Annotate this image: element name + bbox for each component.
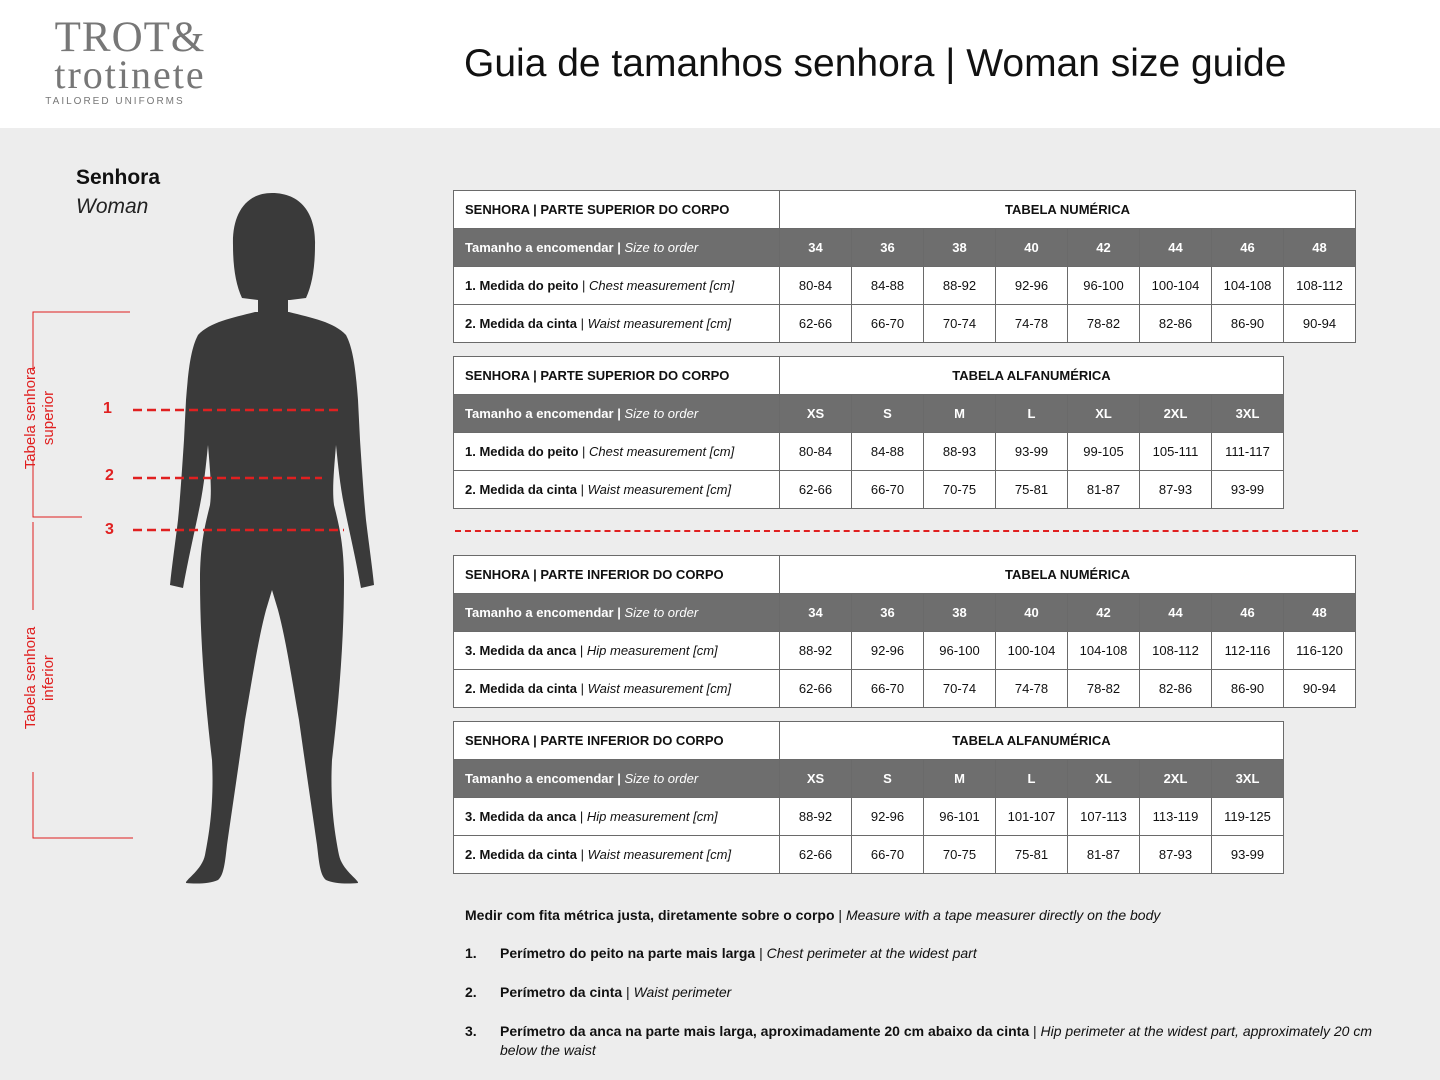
value-cell: 70-74	[924, 670, 996, 708]
value-cell: 80-84	[780, 433, 852, 471]
size-cell: 46	[1212, 229, 1284, 267]
value-cell: 66-70	[852, 305, 924, 343]
value-cell: 108-112	[1140, 632, 1212, 670]
value-cell: 80-84	[780, 267, 852, 305]
measurement-label: 2. Medida da cinta | Waist measurement [cm]	[454, 305, 780, 343]
notes-intro-en: Measure with a tape measurer directly on the body	[845, 907, 1161, 923]
size-label-en: Size to order	[624, 771, 699, 786]
table-header-row	[454, 556, 1356, 594]
size-label-en: Size to order	[624, 605, 699, 620]
value-cell: 107-113	[1068, 798, 1140, 836]
measurement-label: 1. Medida do peito | Chest measurement [cm]	[454, 433, 780, 471]
measurement-label: 3. Medida da anca | Hip measurement [cm]	[454, 632, 780, 670]
note-text-pt: Perímetro da anca na parte mais larga, aproximadamente 20 cm abaixo da cinta	[500, 1023, 1030, 1039]
table-header-right: TABELA ALFANUMÉRICA	[780, 357, 1284, 395]
note-number: 3.	[465, 1023, 477, 1039]
upper-table-label: Tabela senhora superior	[22, 366, 57, 470]
table-row	[454, 471, 1284, 509]
table-header-right: TABELA NUMÉRICA	[780, 191, 1356, 229]
page-title: Guia de tamanhos senhora | Woman size guide	[464, 42, 1287, 85]
size-cell: 3XL	[1212, 395, 1284, 433]
note-text-en: Waist perimeter	[633, 984, 732, 1000]
logo-line-2: trotinete	[54, 52, 206, 97]
measurement-label-en: Waist measurement [cm]	[587, 681, 732, 696]
value-cell: 74-78	[996, 670, 1068, 708]
size-cell: 36	[852, 594, 924, 632]
measurement-label-pt: 3. Medida da anca	[465, 809, 577, 824]
size-row	[454, 395, 1284, 433]
value-cell: 62-66	[780, 836, 852, 874]
value-cell: 78-82	[1068, 305, 1140, 343]
value-cell: 88-93	[924, 433, 996, 471]
value-cell: 74-78	[996, 305, 1068, 343]
size-cell: XL	[1068, 760, 1140, 798]
measurement-label-pt: 2. Medida da cinta	[465, 681, 577, 696]
table-header-row	[454, 191, 1356, 229]
value-cell: 70-75	[924, 471, 996, 509]
measurement-label-en: Chest measurement [cm]	[589, 278, 735, 293]
table-row	[454, 670, 1356, 708]
table-row	[454, 632, 1356, 670]
size-label-pt: Tamanho a encomendar	[465, 771, 614, 786]
size-row-label: Tamanho a encomendar | Size to order	[454, 229, 780, 267]
value-cell: 92-96	[852, 632, 924, 670]
value-cell: 111-117	[1212, 433, 1284, 471]
figure-label-en: Woman	[76, 195, 149, 218]
table-header-left: SENHORA | PARTE INFERIOR DO CORPO	[454, 722, 780, 760]
header	[0, 0, 1440, 128]
marker-1: 1	[103, 400, 112, 417]
note-number: 1.	[465, 945, 477, 961]
measurement-label-en: Hip measurement [cm]	[586, 809, 718, 824]
value-cell: 112-116	[1212, 632, 1284, 670]
size-row	[454, 760, 1284, 798]
table-row	[454, 836, 1284, 874]
value-cell: 93-99	[1212, 836, 1284, 874]
value-cell: 101-107	[996, 798, 1068, 836]
measurement-label-pt: 2. Medida da cinta	[465, 316, 577, 331]
value-cell: 75-81	[996, 471, 1068, 509]
value-cell: 99-105	[1068, 433, 1140, 471]
value-cell: 93-99	[1212, 471, 1284, 509]
size-cell: 42	[1068, 229, 1140, 267]
measurement-label: 2. Medida da cinta | Waist measurement [cm]	[454, 471, 780, 509]
marker-2: 2	[105, 467, 114, 484]
value-cell: 70-74	[924, 305, 996, 343]
figure-label-pt: Senhora	[76, 166, 161, 189]
note-text-en: Chest perimeter at the widest part	[766, 945, 977, 961]
size-table	[453, 721, 1284, 874]
size-cell: M	[924, 395, 996, 433]
table-header-left: SENHORA | PARTE INFERIOR DO CORPO	[454, 556, 780, 594]
measurement-label: 2. Medida da cinta | Waist measurement [cm]	[454, 836, 780, 874]
size-label-en: Size to order	[624, 240, 699, 255]
value-cell: 86-90	[1212, 305, 1284, 343]
value-cell: 92-96	[996, 267, 1068, 305]
value-cell: 119-125	[1212, 798, 1284, 836]
measurement-label-pt: 1. Medida do peito	[465, 444, 579, 459]
size-cell: M	[924, 760, 996, 798]
size-row	[454, 594, 1356, 632]
logo-tagline: TAILORED UNIFORMS	[45, 96, 185, 107]
size-row-label: Tamanho a encomendar | Size to order	[454, 594, 780, 632]
size-cell: 48	[1284, 229, 1356, 267]
value-cell: 90-94	[1284, 670, 1356, 708]
size-cell: L	[996, 760, 1068, 798]
value-cell: 62-66	[780, 670, 852, 708]
size-cell: XS	[780, 395, 852, 433]
value-cell: 104-108	[1068, 632, 1140, 670]
value-cell: 84-88	[852, 433, 924, 471]
measurement-label-pt: 3. Medida da anca	[465, 643, 577, 658]
value-cell: 100-104	[996, 632, 1068, 670]
value-cell: 88-92	[780, 632, 852, 670]
measurement-label-en: Hip measurement [cm]	[586, 643, 718, 658]
value-cell: 108-112	[1284, 267, 1356, 305]
size-cell: L	[996, 395, 1068, 433]
section-separator	[455, 530, 1358, 532]
value-cell: 96-101	[924, 798, 996, 836]
size-table	[453, 190, 1356, 343]
lower-table-label: Tabela senhora inferior	[22, 626, 57, 730]
size-table	[453, 356, 1284, 509]
value-cell: 62-66	[780, 305, 852, 343]
table-row	[454, 267, 1356, 305]
size-cell: 2XL	[1140, 760, 1212, 798]
notes-intro-pt: Medir com fita métrica justa, diretamente sobre o corpo	[465, 907, 835, 923]
size-cell: 46	[1212, 594, 1284, 632]
size-label-en: Size to order	[624, 406, 699, 421]
value-cell: 88-92	[780, 798, 852, 836]
value-cell: 87-93	[1140, 836, 1212, 874]
size-cell: 42	[1068, 594, 1140, 632]
value-cell: 82-86	[1140, 305, 1212, 343]
size-cell: 34	[780, 229, 852, 267]
value-cell: 113-119	[1140, 798, 1212, 836]
value-cell: 96-100	[924, 632, 996, 670]
value-cell: 93-99	[996, 433, 1068, 471]
size-table	[453, 555, 1356, 708]
value-cell: 66-70	[852, 836, 924, 874]
size-cell: S	[852, 395, 924, 433]
value-cell: 104-108	[1212, 267, 1284, 305]
measurement-label: 2. Medida da cinta | Waist measurement [cm]	[454, 670, 780, 708]
note-text-en: Hip perimeter at the widest part, approximately 20 cm below the waist	[500, 1023, 1373, 1058]
woman-silhouette-figure	[0, 130, 450, 890]
value-cell: 66-70	[852, 670, 924, 708]
size-row-label: Tamanho a encomendar | Size to order	[454, 395, 780, 433]
value-cell: 82-86	[1140, 670, 1212, 708]
value-cell: 81-87	[1068, 836, 1140, 874]
measurement-label: 3. Medida da anca | Hip measurement [cm]	[454, 798, 780, 836]
table-header-row	[454, 357, 1284, 395]
size-cell: 44	[1140, 594, 1212, 632]
size-cell: S	[852, 760, 924, 798]
size-label-pt: Tamanho a encomendar	[465, 605, 614, 620]
measurement-label: 1. Medida do peito | Chest measurement [cm]	[454, 267, 780, 305]
value-cell: 62-66	[780, 471, 852, 509]
size-cell: 40	[996, 594, 1068, 632]
measurement-label-pt: 2. Medida da cinta	[465, 482, 577, 497]
table-header-right: TABELA ALFANUMÉRICA	[780, 722, 1284, 760]
measurement-label-pt: 1. Medida do peito	[465, 278, 579, 293]
value-cell: 87-93	[1140, 471, 1212, 509]
value-cell: 90-94	[1284, 305, 1356, 343]
size-row-label: Tamanho a encomendar | Size to order	[454, 760, 780, 798]
table-row	[454, 798, 1284, 836]
note-text-pt: Perímetro do peito na parte mais larga	[500, 945, 756, 961]
measurement-label-pt: 2. Medida da cinta	[465, 847, 577, 862]
size-cell: XL	[1068, 395, 1140, 433]
value-cell: 78-82	[1068, 670, 1140, 708]
size-cell: 48	[1284, 594, 1356, 632]
table-row	[454, 305, 1356, 343]
size-cell: 36	[852, 229, 924, 267]
value-cell: 88-92	[924, 267, 996, 305]
size-cell: 38	[924, 594, 996, 632]
size-cell: 40	[996, 229, 1068, 267]
measurement-label-en: Chest measurement [cm]	[589, 444, 735, 459]
note-number: 2.	[465, 984, 477, 1000]
value-cell: 66-70	[852, 471, 924, 509]
note-text-pt: Perímetro da cinta	[500, 984, 623, 1000]
value-cell: 70-75	[924, 836, 996, 874]
size-cell: 3XL	[1212, 760, 1284, 798]
woman-silhouette	[170, 193, 374, 884]
logo-line-1: TROT&	[54, 14, 206, 61]
value-cell: 100-104	[1140, 267, 1212, 305]
size-cell: 44	[1140, 229, 1212, 267]
value-cell: 92-96	[852, 798, 924, 836]
size-cell: 34	[780, 594, 852, 632]
value-cell: 116-120	[1284, 632, 1356, 670]
table-header-left: SENHORA | PARTE SUPERIOR DO CORPO	[454, 357, 780, 395]
table-row	[454, 433, 1284, 471]
value-cell: 81-87	[1068, 471, 1140, 509]
table-header-right: TABELA NUMÉRICA	[780, 556, 1356, 594]
value-cell: 84-88	[852, 267, 924, 305]
size-cell: XS	[780, 760, 852, 798]
brand-logo	[30, 14, 230, 107]
notes-intro: Medir com fita métrica justa, diretamente sobre o corpo | Measure with a tape measurer directly on the body	[465, 907, 1161, 923]
size-label-pt: Tamanho a encomendar	[465, 406, 614, 421]
measurement-label-en: Waist measurement [cm]	[587, 482, 732, 497]
measurement-label-en: Waist measurement [cm]	[587, 847, 732, 862]
table-header-row	[454, 722, 1284, 760]
value-cell: 86-90	[1212, 670, 1284, 708]
size-row	[454, 229, 1356, 267]
size-label-pt: Tamanho a encomendar	[465, 240, 614, 255]
value-cell: 96-100	[1068, 267, 1140, 305]
measurement-label-en: Waist measurement [cm]	[587, 316, 732, 331]
value-cell: 75-81	[996, 836, 1068, 874]
value-cell: 105-111	[1140, 433, 1212, 471]
size-cell: 38	[924, 229, 996, 267]
marker-3: 3	[105, 521, 114, 538]
size-cell: 2XL	[1140, 395, 1212, 433]
table-header-left: SENHORA | PARTE SUPERIOR DO CORPO	[454, 191, 780, 229]
